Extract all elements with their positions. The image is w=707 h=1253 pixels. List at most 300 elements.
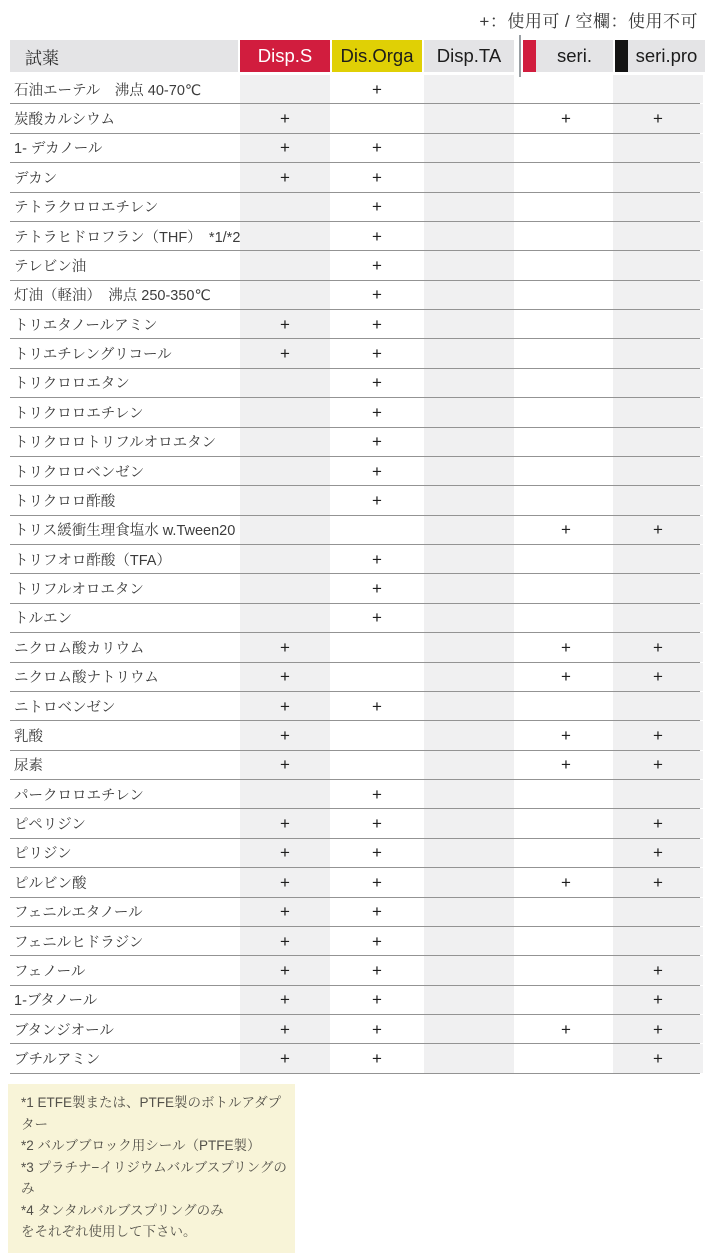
empty-cell (424, 428, 514, 456)
plus-mark: + (372, 255, 382, 275)
reagent-name: 炭酸カルシウム (14, 112, 115, 129)
empty-cell (240, 574, 330, 602)
usable-mark-cell (613, 809, 703, 837)
empty-cell (521, 75, 611, 103)
empty-cell (521, 574, 611, 602)
plus-mark: + (280, 902, 290, 922)
table-row (10, 339, 700, 368)
empty-cell (613, 927, 703, 955)
plus-mark: + (372, 814, 382, 834)
reagent-name: ブチルアミン (14, 1052, 101, 1069)
reagent-name: トリエタノールアミン (14, 317, 158, 334)
plus-mark: + (280, 314, 290, 334)
usable-mark-cell (332, 222, 422, 250)
empty-cell (424, 75, 514, 103)
usable-mark-cell (332, 604, 422, 632)
table-row (10, 251, 700, 280)
usable-mark-cell (613, 104, 703, 132)
reagent-name: トリクロロ酢酸 (14, 493, 116, 510)
empty-cell (424, 574, 514, 602)
plus-mark: + (372, 1019, 382, 1039)
empty-cell (613, 339, 703, 367)
reagent-name: ニトロベンゼン (14, 699, 116, 716)
empty-cell (240, 398, 330, 426)
empty-cell (521, 369, 611, 397)
plus-mark: + (372, 461, 382, 481)
usable-mark-cell (613, 986, 703, 1014)
reagent-name: テトラヒドロフラン（THF） *1/*2 (14, 229, 241, 246)
usable-mark-cell (521, 751, 611, 779)
reagent-name: パークロロエチレン (14, 787, 144, 804)
plus-mark: + (280, 725, 290, 745)
table-row (10, 369, 700, 398)
table-row (10, 281, 700, 310)
empty-cell (424, 663, 514, 691)
usable-mark-cell (613, 868, 703, 896)
usable-mark-cell (613, 839, 703, 867)
reagent-name: 灯油（軽油） 沸点 250-350℃ (14, 288, 211, 305)
plus-mark: + (561, 755, 571, 775)
table-row (10, 457, 700, 486)
empty-cell (332, 663, 422, 691)
usable-mark-cell (332, 956, 422, 984)
empty-cell (521, 339, 611, 367)
table-row (10, 163, 700, 192)
empty-cell (521, 163, 611, 191)
empty-cell (424, 809, 514, 837)
table-row (10, 545, 700, 574)
usable-mark-cell (332, 163, 422, 191)
empty-cell (332, 721, 422, 749)
empty-cell (240, 486, 330, 514)
plus-mark: + (372, 1049, 382, 1069)
usable-mark-cell (521, 104, 611, 132)
empty-cell (424, 839, 514, 867)
empty-cell (521, 428, 611, 456)
empty-cell (424, 780, 514, 808)
empty-cell (424, 339, 514, 367)
plus-mark: + (653, 109, 663, 129)
plus-mark: + (280, 814, 290, 834)
empty-cell (521, 222, 611, 250)
usable-mark-cell (332, 809, 422, 837)
table-row (10, 721, 700, 750)
empty-cell (424, 163, 514, 191)
empty-cell (613, 604, 703, 632)
plus-mark: + (280, 755, 290, 775)
usable-mark-cell (521, 721, 611, 749)
empty-cell (613, 428, 703, 456)
empty-cell (613, 780, 703, 808)
reagent-name: トリクロロエチレン (14, 405, 144, 422)
plus-mark: + (372, 784, 382, 804)
reagent-name: トルエン (14, 611, 72, 628)
empty-cell (424, 104, 514, 132)
empty-cell (424, 1015, 514, 1043)
empty-cell (240, 193, 330, 221)
plus-mark: + (280, 1049, 290, 1069)
plus-mark: + (372, 314, 382, 334)
plus-mark: + (653, 520, 663, 540)
reagent-column-header: 試薬 (10, 40, 238, 72)
empty-cell (613, 134, 703, 162)
plus-mark: + (561, 872, 571, 892)
usable-mark-cell (240, 310, 330, 338)
reagent-name: トリクロロトリフルオロエタン (14, 435, 217, 452)
reagent-name: トリス緩衝生理食塩水 w.Tween20 (14, 523, 236, 540)
footnote-line-4: *4 タンタルバルブスプリングのみ (21, 1202, 224, 1218)
table-row (10, 956, 700, 985)
empty-cell (424, 310, 514, 338)
empty-cell (613, 486, 703, 514)
empty-cell (424, 604, 514, 632)
reagent-name: ニクロム酸カリウム (14, 640, 145, 657)
empty-cell (521, 809, 611, 837)
plus-mark: + (561, 1019, 571, 1039)
empty-cell (521, 692, 611, 720)
empty-cell (613, 398, 703, 426)
reagent-name: ブタンジオール (14, 1022, 114, 1039)
empty-cell (613, 281, 703, 309)
plus-mark: + (372, 285, 382, 305)
usable-mark-cell (613, 663, 703, 691)
empty-cell (521, 251, 611, 279)
usable-mark-cell (240, 633, 330, 661)
usable-mark-cell (332, 986, 422, 1014)
plus-mark: + (372, 79, 382, 99)
usable-mark-cell (332, 193, 422, 221)
reagent-name: 1- デカノール (14, 141, 103, 158)
plus-mark: + (372, 608, 382, 628)
plus-mark: + (372, 960, 382, 980)
empty-cell (240, 516, 330, 544)
plus-mark: + (372, 373, 382, 393)
empty-cell (332, 104, 422, 132)
usable-mark-cell (332, 339, 422, 367)
usable-mark-cell (240, 1015, 330, 1043)
table-row (10, 104, 700, 133)
empty-cell (521, 898, 611, 926)
plus-mark: + (280, 931, 290, 951)
plus-mark: + (372, 402, 382, 422)
usable-mark-cell (332, 457, 422, 485)
footnote-line-3: *3 プラチナ−イリジウムバルブスプリングのみ (21, 1159, 287, 1196)
empty-cell (424, 927, 514, 955)
empty-cell (521, 398, 611, 426)
usable-mark-cell (521, 1015, 611, 1043)
plus-mark: + (280, 138, 290, 158)
empty-cell (424, 692, 514, 720)
empty-cell (613, 574, 703, 602)
usable-mark-cell (332, 134, 422, 162)
plus-mark: + (372, 344, 382, 364)
table-row (10, 839, 700, 868)
plus-mark: + (561, 637, 571, 657)
seri-pro-black-bar-icon (615, 40, 628, 72)
usable-mark-cell (521, 868, 611, 896)
table-row (10, 1044, 700, 1073)
empty-cell (521, 281, 611, 309)
usable-mark-cell (240, 1044, 330, 1072)
usable-mark-cell (332, 310, 422, 338)
usable-mark-cell (613, 633, 703, 661)
header-divider-line (519, 35, 521, 77)
reagent-name: フェニルヒドラジン (14, 934, 144, 951)
plus-mark: + (372, 167, 382, 187)
usable-mark-cell (332, 868, 422, 896)
reagent-name: テトラクロロエチレン (14, 200, 159, 217)
usable-mark-cell (332, 281, 422, 309)
plus-mark: + (372, 226, 382, 246)
plus-mark: + (653, 755, 663, 775)
usable-mark-cell (613, 1015, 703, 1043)
plus-mark: + (372, 696, 382, 716)
empty-cell (521, 927, 611, 955)
table-header-row (10, 40, 700, 72)
plus-mark: + (653, 814, 663, 834)
plus-mark: + (280, 872, 290, 892)
empty-cell (613, 163, 703, 191)
empty-cell (424, 193, 514, 221)
empty-cell (521, 956, 611, 984)
empty-cell (424, 251, 514, 279)
table-row (10, 868, 700, 897)
table-row (10, 222, 700, 251)
empty-cell (424, 516, 514, 544)
empty-cell (424, 633, 514, 661)
reagent-name: トリクロロエタン (14, 376, 130, 393)
usable-mark-cell (332, 1044, 422, 1072)
plus-mark: + (372, 549, 382, 569)
reagent-name: デカン (14, 170, 58, 187)
column-header-disp-s: Disp.S (240, 40, 330, 72)
table-row (10, 574, 700, 603)
reagent-name: トリエチレングリコール (14, 347, 172, 364)
empty-cell (240, 428, 330, 456)
empty-cell (424, 868, 514, 896)
plus-mark: + (561, 109, 571, 129)
usable-mark-cell (240, 898, 330, 926)
empty-cell (424, 134, 514, 162)
plus-mark: + (653, 872, 663, 892)
usable-mark-cell (240, 868, 330, 896)
empty-cell (240, 281, 330, 309)
plus-mark: + (280, 696, 290, 716)
usable-mark-cell (613, 956, 703, 984)
empty-cell (240, 545, 330, 573)
usable-mark-cell (332, 692, 422, 720)
usable-mark-cell (332, 545, 422, 573)
usable-mark-cell (332, 780, 422, 808)
table-row (10, 193, 700, 222)
plus-mark: + (372, 872, 382, 892)
usable-mark-cell (613, 1044, 703, 1072)
plus-mark: + (653, 960, 663, 980)
empty-cell (613, 75, 703, 103)
plus-mark: + (280, 167, 290, 187)
column-header-dis-orga: Dis.Orga (332, 40, 422, 72)
empty-cell (424, 751, 514, 779)
empty-cell (424, 222, 514, 250)
empty-cell (613, 369, 703, 397)
column-header-disp-ta: Disp.TA (424, 40, 514, 72)
reagent-name: トリフオロ酢酸（TFA） (14, 552, 171, 569)
empty-cell (613, 222, 703, 250)
reagent-name: 乳酸 (14, 728, 43, 745)
empty-cell (240, 780, 330, 808)
plus-mark: + (372, 579, 382, 599)
plus-mark: + (280, 960, 290, 980)
empty-cell (424, 898, 514, 926)
reagent-name: ピルビン酸 (14, 875, 87, 892)
reagent-name: 尿素 (14, 758, 43, 775)
table-row (10, 927, 700, 956)
empty-cell (240, 222, 330, 250)
plus-mark: + (653, 990, 663, 1010)
table-row (10, 809, 700, 838)
usable-mark-cell (240, 927, 330, 955)
plus-mark: + (561, 667, 571, 687)
empty-cell (332, 516, 422, 544)
reagent-name: ピペリジン (14, 817, 86, 834)
empty-cell (240, 75, 330, 103)
table-row (10, 398, 700, 427)
empty-cell (521, 310, 611, 338)
usable-mark-cell (240, 751, 330, 779)
table-row (10, 428, 700, 457)
usable-mark-cell (332, 839, 422, 867)
reagent-name: ピリジン (14, 846, 72, 863)
reagent-name: フェニルエタノール (14, 905, 143, 922)
plus-mark: + (372, 138, 382, 158)
plus-mark: + (653, 667, 663, 687)
table-row (10, 780, 700, 809)
plus-mark: + (280, 843, 290, 863)
plus-mark: + (561, 725, 571, 745)
usable-mark-cell (521, 633, 611, 661)
usable-mark-cell (332, 428, 422, 456)
column-header-seri-label: seri. (557, 45, 592, 66)
empty-cell (521, 1044, 611, 1072)
column-header-seri-pro-label: seri.pro (635, 45, 698, 66)
table-row (10, 692, 700, 721)
empty-cell (424, 369, 514, 397)
usable-mark-cell (240, 663, 330, 691)
plus-mark: + (372, 931, 382, 951)
empty-cell (240, 457, 330, 485)
plus-mark: + (372, 990, 382, 1010)
plus-mark: + (280, 667, 290, 687)
empty-cell (240, 604, 330, 632)
usable-mark-cell (240, 809, 330, 837)
plus-mark: + (653, 637, 663, 657)
empty-cell (424, 956, 514, 984)
usable-mark-cell (332, 574, 422, 602)
empty-cell (613, 457, 703, 485)
empty-cell (424, 1044, 514, 1072)
plus-mark: + (561, 520, 571, 540)
reagent-name: フェノール (14, 963, 86, 980)
table-row (10, 604, 700, 633)
usable-mark-cell (332, 898, 422, 926)
seri-red-bar-icon (523, 40, 536, 72)
usable-mark-cell (332, 486, 422, 514)
empty-cell (424, 281, 514, 309)
usable-mark-cell (240, 839, 330, 867)
plus-mark: + (372, 197, 382, 217)
table-row (10, 663, 700, 692)
reagent-name: 石油エーテル 沸点 40-70℃ (14, 82, 202, 99)
reagent-compatibility-table (10, 40, 700, 1074)
empty-cell (240, 369, 330, 397)
footnotes-box (8, 1084, 295, 1253)
reagent-name: トリクロロベンゼン (14, 464, 145, 481)
usable-mark-cell (240, 721, 330, 749)
empty-cell (521, 193, 611, 221)
table-row (10, 898, 700, 927)
usable-mark-cell (240, 956, 330, 984)
empty-cell (521, 839, 611, 867)
empty-cell (521, 134, 611, 162)
table-row (10, 751, 700, 780)
empty-cell (424, 986, 514, 1014)
usable-mark-cell (521, 516, 611, 544)
plus-mark: + (372, 902, 382, 922)
usage-legend: +：使用可 / 空欄：使用不可 (479, 12, 698, 31)
table-row (10, 134, 700, 163)
reagent-name: 1-ブタノール (14, 993, 98, 1010)
plus-mark: + (280, 637, 290, 657)
usable-mark-cell (240, 692, 330, 720)
column-header-seri (523, 40, 613, 72)
empty-cell (613, 545, 703, 573)
footnote-line-2: *2 バルブブロック用シール（PTFE製） (21, 1138, 261, 1153)
plus-mark: + (372, 432, 382, 452)
table-row (10, 516, 700, 545)
plus-mark: + (280, 1019, 290, 1039)
plus-mark: + (372, 490, 382, 510)
empty-cell (240, 251, 330, 279)
table-row (10, 310, 700, 339)
empty-cell (424, 486, 514, 514)
plus-mark: + (280, 344, 290, 364)
footnote-line-5: をそれぞれ使用して下さい。 (21, 1224, 197, 1239)
reagent-name: ニクロム酸ナトリウム (14, 670, 159, 687)
usable-mark-cell (240, 163, 330, 191)
empty-cell (424, 457, 514, 485)
plus-mark: + (653, 1049, 663, 1069)
usable-mark-cell (240, 134, 330, 162)
table-row (10, 986, 700, 1015)
usable-mark-cell (332, 1015, 422, 1043)
empty-cell (424, 545, 514, 573)
usable-mark-cell (332, 75, 422, 103)
empty-cell (613, 692, 703, 720)
footnote-line-1: *1 ETFE製または、PTFE製のボトルアダプター (21, 1095, 282, 1132)
empty-cell (613, 310, 703, 338)
reagent-name: テレビン油 (14, 258, 87, 275)
table-row (10, 75, 700, 104)
empty-cell (613, 251, 703, 279)
usable-mark-cell (332, 398, 422, 426)
usable-mark-cell (332, 251, 422, 279)
empty-cell (424, 721, 514, 749)
usable-mark-cell (332, 927, 422, 955)
usable-mark-cell (332, 369, 422, 397)
empty-cell (332, 633, 422, 661)
empty-cell (521, 486, 611, 514)
empty-cell (521, 604, 611, 632)
